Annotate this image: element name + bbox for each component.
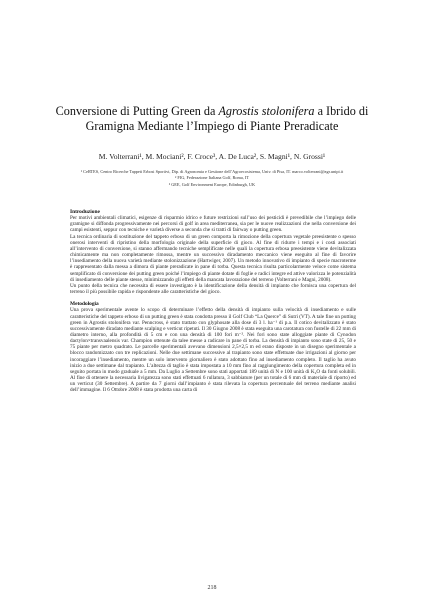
affiliation-1: ¹ CeRTES, Centro Ricerche Tappeti Erbosi Sportivi, Dip. di Agronomia e Gestione dell’Agroecosistema, Univ. di Pisa, IT. marco.volterrani@agr.unipi.it xyxy=(80,169,344,174)
methods-paragraph-1: Una prova sperimentale avente lo scopo di determinare l’effetto della densità di impianto sulla velocità di insediamento e sulle caratteristiche del tappeto erboso di un putting green è stata condotta presso il Golf Club “La Querce” di Sutri (VT). A tale fine un putting green in Agrostis stolonifera var. Penncross, è stato trattato con glyphosate alla dose di 3 l. ha⁻¹ di p.a. Il cotico devitalizzato è stato successivamente diradato mediante scalping e verticut ripetuti. Il 30 Giugno 2008 è stata eseguita una carotatura con fustelle di 22 mm di diametro interno, alla profondità di 5 cm e con una densità di 100 fori m⁻². Nei fori sono state alloggiate piante di Cynodon dactylon×transvaalensis var. Champion ottenute da talee messe a radicare in pane di torba. La densità di impianto sono state di 25, 50 e 75 piante per metro quadrato. Le parcelle sperimentali avevano dimensioni 2,5×2,5 m ed erano disposte in un disegno sperimentale a blocco randomizzato con tre replicazioni. Nelle due settimane successive al trapianto sono state effettuate due irrigazioni al giorno per incoraggiare l’insediamento, mentre un solo intervento giornaliero è stato adottato fino ad insediamento completo. Il taglio ha avuto inizio a due settimane dal trapianto. L’altezza di taglio è stata impostata a 10 mm fino al raggiungimento della copertura completa ed in seguito portata in modo graduale a 5 mm. Da Luglio a Settembre sono stati apportati 189 unità di N e 100 unità di K₂O da fonti solubili. Al fine di ottenere la necessaria livigatezza sono stati effettuati 6 rullatura, 3 sabbiature (per un totale di 6 mm di materiale di riporto) ed un verticut (30 Settembre). A partire da 7 giorni dall’impianto è stata rilevata la copertura percentuale del terreno mediante analisi dell’immagine. Il 6 Ottobre 2008 è stata prodotta una carta di xyxy=(70,307,356,394)
intro-paragraph-3: Un punto della tecnica che necessita di essere investigato è la identificazione della densità di impianto che fornisca una copertura del terreno il più possibile rapida e rispondente alle caratteristiche del gioco. xyxy=(70,282,356,296)
intro-heading: Introduzione xyxy=(70,209,100,215)
page-number: 218 xyxy=(207,585,217,591)
title-species: Agrostis stolonifera xyxy=(218,104,315,118)
author-list: M. Volterrani¹, M. Mociani², F. Croce³, A. De Luca², S. Magni¹, N. Grossi¹ xyxy=(98,152,326,161)
intro-paragraph-2: La tecnica ordinaria di sostituzione del tappeto erboso di un green comporta la rimozione della copertura vegetale preesistente o spesso onerosi interventi di ripristino della morfologia originale della superficie di gioco. Al fine di ridurre i tempi e i costi associati all’intervento di conversione, si stanno affermando tecniche semplificate nelle quali la copertura erbosa preesistente viene devitalizzata chimicamente ma non completamente rimossa, mentre un successivo diradamento meccanico viene eseguito al fine di favorire l’insediamento della nuova varietà mediante stolonizzazione (Hartwiger, 2007). Un metodo innovativo di impianto di specie macroterme è rappresentato dalla messa a dimora di piante preradicate in pane di torba. Questa tecnica risulta particolarmente veloce come sistema semplificato di conversione dei putting green poiché l’impiego di piante dotate di foglie e radici integre ed attive valorizza le potenzialità di insediamento delle piante stesse, minimizzando gli effetti della mancata lavorazione del terreno (Volterrani e Magni, 2008). xyxy=(70,233,356,283)
affiliation-2: ² FIG, Federazione Italiana Golf, Roma, IT xyxy=(175,175,249,181)
affiliations xyxy=(40,169,384,188)
title-part1: Conversione di Putting Green da xyxy=(55,104,219,118)
paper-title xyxy=(40,104,384,134)
paper-body xyxy=(70,209,356,574)
methods-heading: Metodologia xyxy=(70,301,99,308)
affiliation-3: ³ GEE, Golf Environment Europe, Edinburgh, UK xyxy=(168,181,256,187)
title-part2: a Ibrido di Gramigna Mediante l’Impiego di Piante Preradicate xyxy=(85,104,369,133)
intro-paragraph-1: Per motivi ambientali climatici, esigenze di risparmio idrico e future restrizioni sull’uso dei pesticidi è prevedibile che l’impiego delle gramigne si diffonda progressivamente nei percorsi di golf in area mediterranea, sia per le nuove realizzazioni che nella conversione dei campi esistenti, seppur con tecniche e varietà diverse a seconda che si tratti di fairway o putting green. xyxy=(70,215,356,234)
